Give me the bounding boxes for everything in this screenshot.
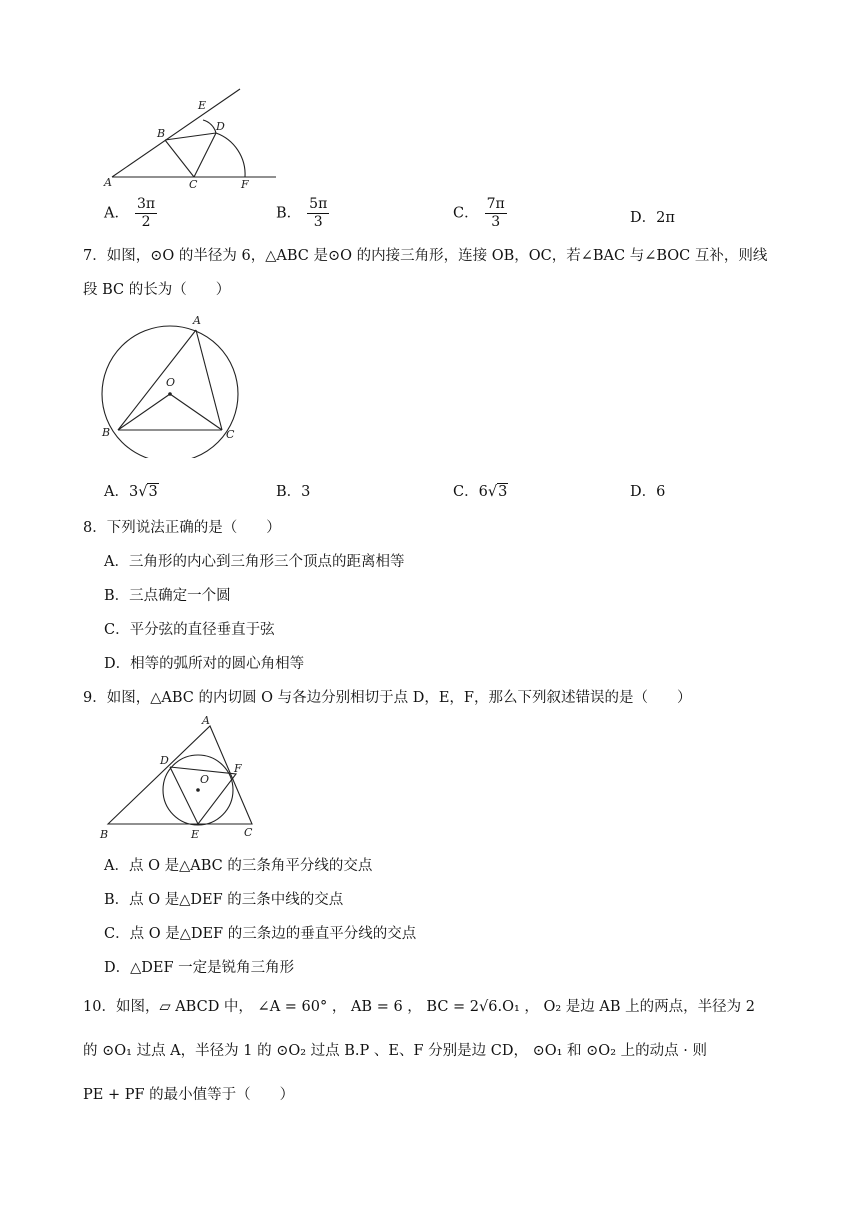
q6-point-A: A (104, 176, 112, 189)
q9-point-O: O (200, 773, 210, 786)
q7-option-c[interactable]: C．6√3 (453, 484, 508, 500)
q6-point-B: B (157, 127, 166, 140)
q9-option-a[interactable]: A．点 O 是△ABC 的三条角平分线的交点 (104, 858, 373, 874)
q7-point-A: A (193, 314, 201, 327)
q6-option-a[interactable]: A． $\frac{3\pi}{2}$ (104, 196, 156, 230)
q6-option-d[interactable]: D．2π (630, 210, 675, 226)
q9-stem: 9．如图，△ABC 的内切圆 O 与各边分别相切于点 D，E，F，那么下列叙述错误的是（ ） (83, 690, 692, 706)
q8-option-b[interactable]: B．三点确定一个圆 (104, 588, 231, 604)
q8-option-a[interactable]: A．三角形的内心到三角形三个顶点的距离相等 (104, 554, 405, 570)
q7-option-a[interactable]: A．3√3 (104, 484, 158, 500)
q6-option-b[interactable]: B． $\frac{5\pi}{3}$ (276, 196, 328, 230)
q10-stem-line3: PE + PF 的最小值等于（ ） (83, 1087, 295, 1103)
q9-point-E: E (191, 828, 200, 841)
q9-option-d[interactable]: D．△DEF 一定是锐角三角形 (104, 960, 295, 976)
q6-point-D: D (216, 120, 225, 133)
q9-option-c[interactable]: C．点 O 是△DEF 的三条边的垂直平分线的交点 (104, 926, 417, 942)
q7-point-B: B (102, 426, 111, 439)
q9-point-C: C (244, 826, 253, 839)
q7-point-C: C (226, 428, 235, 441)
q10-stem-line2: 的 ⊙O₁ 过点 A，半径为 1 的 ⊙O₂ 过点 B.P 、E、F 分别是边 CD， ⊙O₁ 和 ⊙O₂ 上的动点 · 则 (83, 1043, 707, 1059)
q9-figure (96, 712, 266, 844)
q7-figure (96, 308, 256, 458)
q6-option-c[interactable]: C． $\frac{7\pi}{3}$ (453, 196, 505, 230)
q6-point-E: E (198, 99, 207, 112)
q8-option-d[interactable]: D．相等的弧所对的圆心角相等 (104, 656, 305, 672)
q6-figure (100, 85, 285, 190)
q6-point-C: C (189, 178, 198, 190)
q9-point-B: B (100, 828, 109, 841)
q7-option-d[interactable]: D．6 (630, 484, 666, 500)
q9-option-b[interactable]: B．点 O 是△DEF 的三条中线的交点 (104, 892, 344, 908)
q9-point-F: F (234, 762, 242, 775)
q7-stem-line1: 7．如图，⊙O 的半径为 6，△ABC 是⊙O 的内接三角形，连接 OB，OC，若∠BAC 与∠BOC 互补，则线 (83, 248, 768, 264)
q10-stem-line1: 10．如图，▱ ABCD 中， ∠A = 60° ， AB = 6 ， BC = 2√6.O₁ ， O₂ 是边 AB 上的两点，半径为 2 (83, 999, 755, 1015)
q6-point-F: F (241, 178, 249, 190)
q7-point-O: O (166, 376, 176, 389)
q8-option-c[interactable]: C．平分弦的直径垂直于弦 (104, 622, 275, 638)
q9-point-D: D (160, 754, 169, 767)
q7-stem-line2: 段 BC 的长为（ ） (83, 282, 231, 298)
q8-stem: 8．下列说法正确的是（ ） (83, 520, 281, 536)
q9-point-A: A (202, 714, 210, 727)
q7-option-b[interactable]: B．3 (276, 484, 311, 500)
